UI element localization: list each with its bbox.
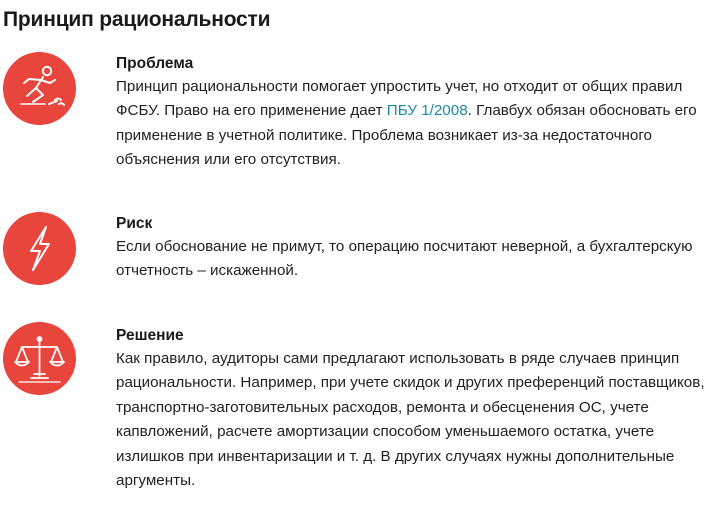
slipping-person-icon <box>3 52 76 125</box>
pbu-link[interactable]: ПБУ 1/2008 <box>386 102 468 120</box>
block-body: Как правило, аудиторы сами предлагают использовать в ряде случаев принцип рациональности. Например, при учете скидок и других преференций поставщиков, транспортно-заготовительных расходов, ремонта и обесценения ОС, учете капвложений, расчете амортизации способом уменьшаемого остатка, учете излишков при инвентаризации и т. д. В других случаях нужны дополнительные аргументы. <box>116 350 705 490</box>
body-text: Принцип рациональности помогает упростить учет, но отходит от общих правил ФСБУ. Право на его применение дает <box>116 78 683 120</box>
lightning-icon <box>3 212 76 285</box>
scales-icon <box>3 322 76 395</box>
block-heading: Проблема <box>116 55 194 72</box>
block-body: Если обоснование не примут, то операцию посчитают неверной, а бухгалтерскую отчетность – искаженной. <box>116 238 693 280</box>
body-text: . Главбух обязан обосновать его применение в учетной политике. Проблема возникает из-за недостаточного объяснения или его отсутствия. <box>116 102 697 169</box>
block-heading: Решение <box>116 327 184 344</box>
page-title: Принцип рациональности <box>3 8 271 31</box>
block-body <box>116 75 716 173</box>
block-heading: Риск <box>116 215 153 232</box>
